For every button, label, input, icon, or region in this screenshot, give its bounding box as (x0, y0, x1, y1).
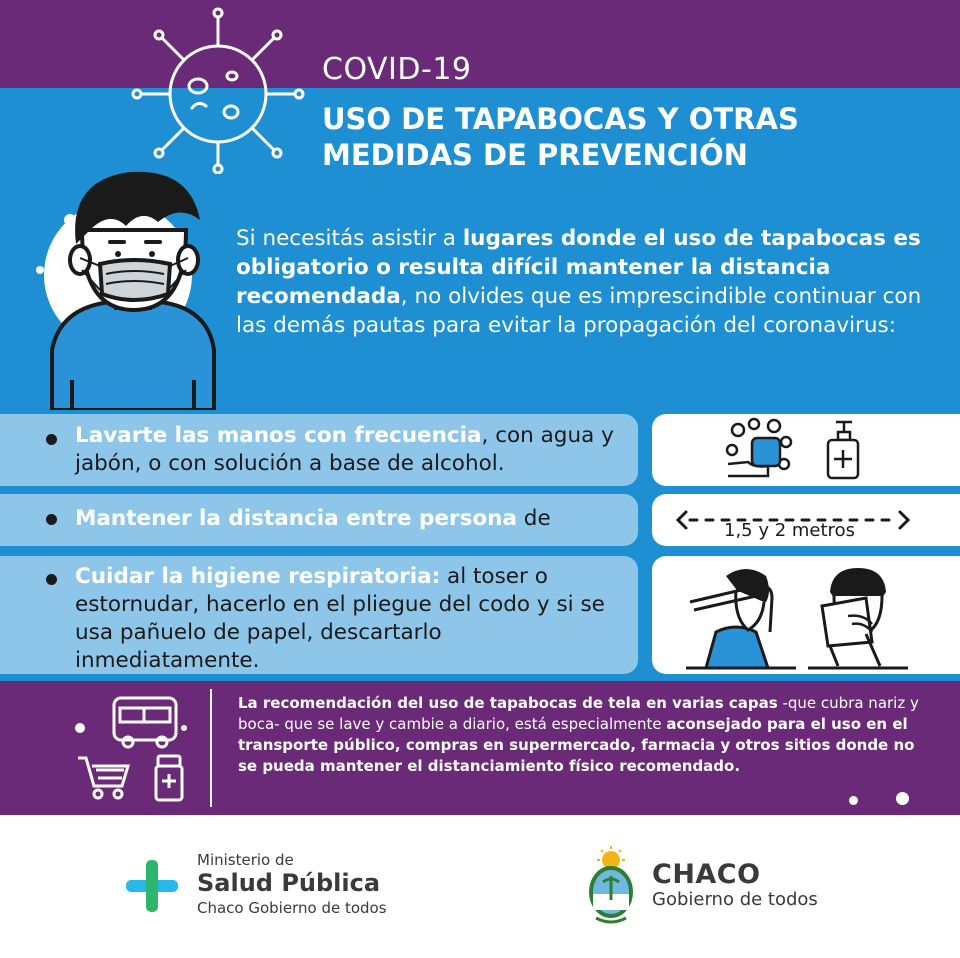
bullet (46, 514, 57, 525)
decor-dot (181, 725, 187, 731)
bullet (46, 434, 57, 445)
measure-highlight: Lavarte las manos con frecuencia (75, 423, 482, 448)
measure-text-box (0, 556, 638, 674)
tissue-icon (808, 562, 908, 670)
measure-row-handwashing (0, 414, 960, 486)
bus-icon (114, 698, 176, 747)
chaco-subtitle: Gobierno de todos (652, 889, 818, 910)
medicine-icon (156, 756, 182, 800)
virus-icon (128, 4, 308, 174)
bullet (46, 574, 57, 585)
measure-row-respiratory (0, 556, 960, 674)
title-line-1: USO DE TAPABOCAS Y OTRAS (322, 102, 799, 136)
measure-visual-box (652, 414, 960, 486)
measure-text (75, 505, 630, 533)
recommendation-note (238, 693, 938, 777)
ministry-name: Salud Pública (197, 869, 381, 897)
measure-text (75, 563, 630, 675)
note-part: -que cubra nariz y boca- que se lave y cambie a diario, está especialmente (238, 694, 919, 733)
measure-text-box (0, 414, 638, 486)
bottom-icons (72, 694, 202, 806)
chaco-seal-icon (582, 846, 640, 926)
measure-highlight: Cuidar la higiene respiratoria: (75, 564, 441, 589)
masked-person-illustration (30, 160, 250, 410)
cart-icon (78, 758, 128, 798)
distance-label: 1,5 y 2 metros (724, 520, 855, 541)
decor-dot (849, 796, 858, 805)
measure-visual-box (652, 556, 960, 674)
intro-bold: lugares donde el uso de tapabocas es obligatorio o resulta difícil mantener la distancia recomendada (236, 226, 921, 309)
sanitizer-icon (822, 418, 862, 482)
health-cross-icon (124, 858, 180, 914)
page-title (322, 101, 799, 173)
hand-washing-icon (724, 416, 794, 484)
title-line-2: MEDIDAS DE PREVENCIÓN (322, 138, 748, 172)
decor-dot (896, 792, 909, 805)
note-bold-2: aconsejado para el uso en el transporte público, compras en supermercado, farmacia y otros sitios donde no se pueda mantener el distanciamiento físico recomendado. (238, 715, 915, 775)
intro-part-1: Si necesitás asistir a (236, 226, 463, 251)
chaco-name: CHACO (652, 859, 761, 890)
measure-highlight: Mantener la distancia entre persona (75, 506, 517, 531)
measure-text-box (0, 494, 638, 546)
note-bold-1: La recomendación del uso de tapabocas de tela en varias capas (238, 694, 778, 712)
measure-text (75, 422, 630, 478)
intro-part-2: , no olvides que es imprescindible continuar con las demás pautas para evitar la propagación del coronavirus: (236, 284, 922, 338)
measure-rest: al toser o estornudar, hacerlo en el pliegue del codo y si se usa pañuelo de papel, descartarlo inmediatamente. (75, 564, 605, 673)
measure-rest: de (516, 506, 551, 531)
decor-dot (75, 723, 85, 733)
measure-rest: , con agua y jabón, o con solución a base de alcohol. (75, 423, 614, 476)
cough-elbow-icon (686, 562, 796, 670)
ministry-subtitle: Chaco Gobierno de todos (197, 899, 387, 917)
band-divider (210, 689, 212, 807)
intro-text (236, 224, 936, 340)
ministry-label: Ministerio de (197, 851, 294, 869)
covid-label: COVID-19 (322, 52, 472, 87)
